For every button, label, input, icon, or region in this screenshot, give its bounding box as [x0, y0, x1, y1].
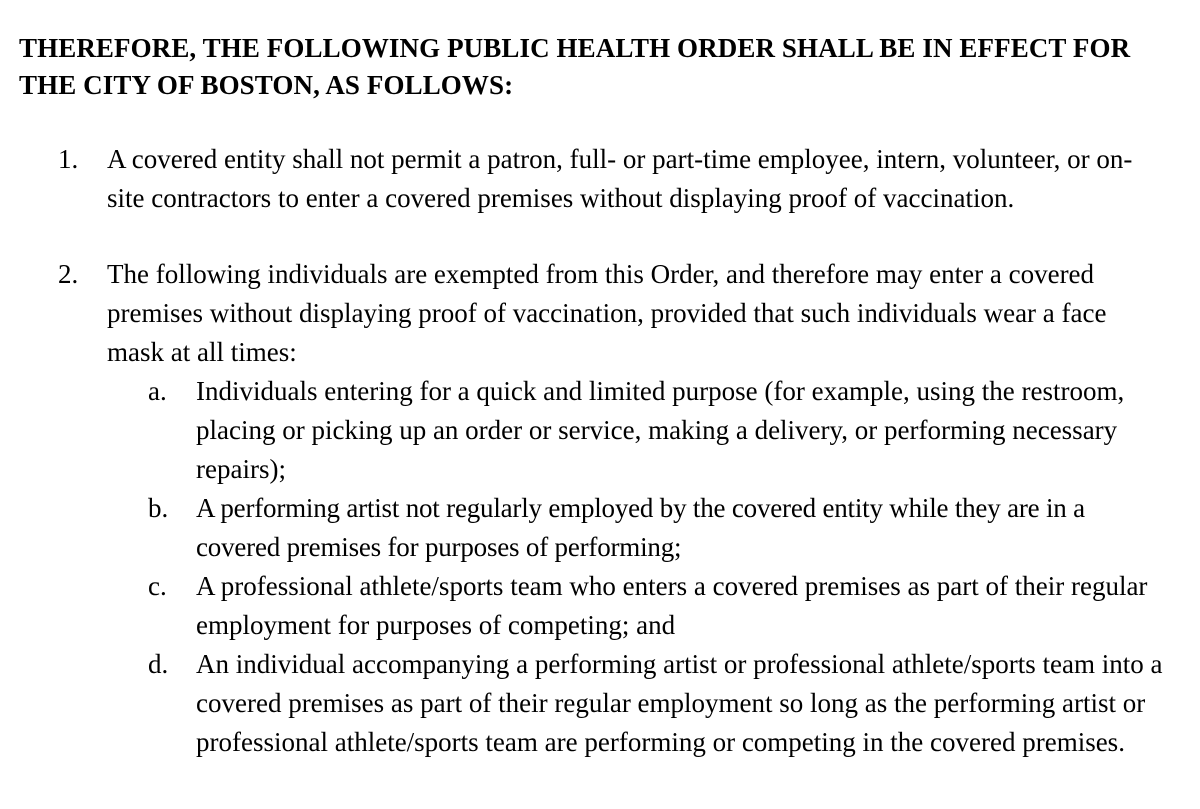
list-item-number: 2. — [58, 259, 79, 289]
sublist-item-text: Individuals entering for a quick and limited purpose (for example, using the restroom, placing or picking up an order or service, making a delivery, or performing necessary repairs); — [196, 376, 1125, 484]
sublist-item-b — [0, 489, 1171, 567]
sublist-item-text: An individual accompanying a performing artist or professional athlete/sports team into a covered premises as part of their regular employment so long as the performing artist or professional athlete/sports team are performing or competing in the covered premises. — [196, 649, 1163, 757]
sublist-item-text: A professional athlete/sports team who enters a covered premises as part of their regular employment for purposes of competing; and — [196, 571, 1148, 640]
list-item-number: 1. — [58, 144, 79, 174]
sublist-item-letter: d. — [148, 649, 169, 679]
sublist-item-text: A performing artist not regularly employed by the covered entity while they are in a covered premises for purposes of performing; — [196, 493, 1085, 562]
sublist-item-a — [0, 372, 1171, 489]
list-item-text: The following individuals are exempted from this Order, and therefore may enter a covered premises without displaying proof of vaccination, provided that such individuals wear a face mask at all times: — [107, 259, 1107, 367]
list-item-text: A covered entity shall not permit a patron, full- or part-time employee, intern, volunteer, or on-site contractors to enter a covered premises without displaying proof of vaccination. — [107, 144, 1133, 213]
order-heading: THEREFORE, THE FOLLOWING PUBLIC HEALTH ORDER SHALL BE IN EFFECT FOR THE CITY OF BOSTON, AS FOLLOWS: — [19, 33, 1131, 100]
sublist-item-c — [0, 567, 1171, 645]
list-item-2 — [0, 255, 1167, 372]
sublist-item-letter: b. — [148, 493, 169, 523]
sublist-item-d — [0, 645, 1171, 762]
sublist-item-letter: a. — [148, 376, 167, 406]
list-item-1 — [0, 140, 1167, 218]
sublist-item-letter: c. — [148, 571, 167, 601]
